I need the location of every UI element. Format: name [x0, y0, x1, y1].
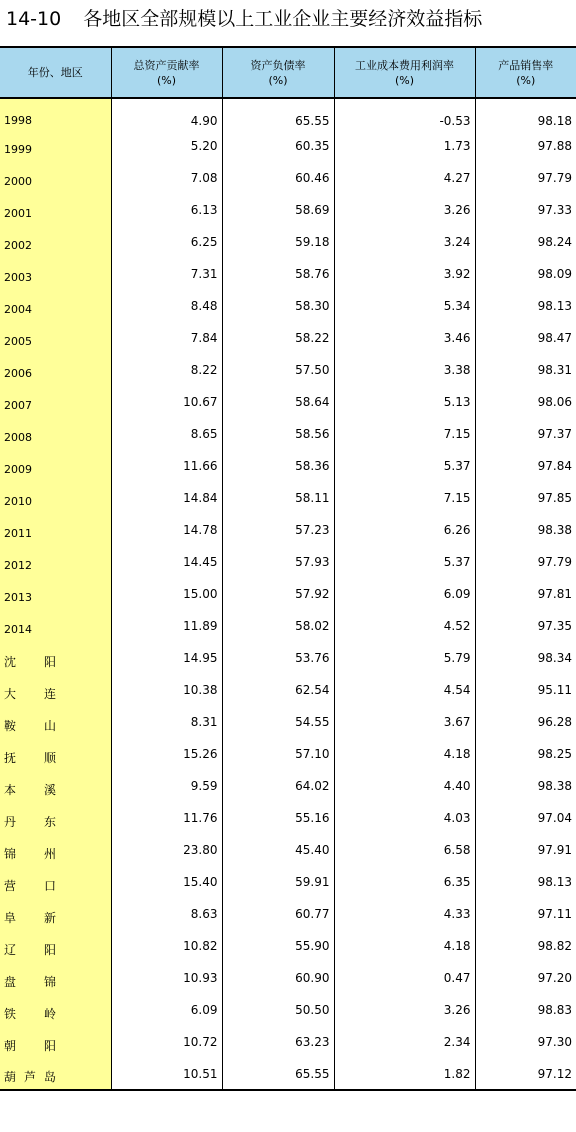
table-row	[0, 162, 576, 194]
debt-ratio-cell: 53.76	[222, 642, 334, 674]
asset-contribution-cell: 15.26	[111, 738, 222, 770]
row-label: 2004	[0, 290, 111, 322]
table-row	[0, 386, 576, 418]
sales-ratio-cell: 97.12	[475, 1058, 576, 1090]
region-char: 阳	[43, 1038, 56, 1053]
cost-profit-ratio-cell: 5.79	[334, 642, 475, 674]
debt-ratio-cell: 57.23	[222, 514, 334, 546]
region-name	[4, 845, 56, 862]
region-name	[4, 973, 56, 990]
row-label: 2002	[0, 226, 111, 258]
cost-profit-ratio-cell: 6.58	[334, 834, 475, 866]
region-char: 芦	[23, 1070, 36, 1084]
row-label: 2013	[0, 578, 111, 610]
region-name	[4, 877, 56, 894]
table-number: 14-10	[6, 8, 62, 30]
debt-ratio-cell: 55.90	[222, 930, 334, 962]
sales-ratio-cell: 98.24	[475, 226, 576, 258]
table-row	[0, 98, 576, 130]
region-char: 山	[43, 718, 56, 733]
sales-ratio-cell: 98.25	[475, 738, 576, 770]
sales-ratio-cell: 96.28	[475, 706, 576, 738]
sales-ratio-cell: 98.31	[475, 354, 576, 386]
cost-profit-ratio-cell: 2.34	[334, 1026, 475, 1058]
sales-ratio-cell: 97.11	[475, 898, 576, 930]
cost-profit-ratio-cell: 3.92	[334, 258, 475, 290]
cost-profit-ratio-cell: 4.27	[334, 162, 475, 194]
asset-contribution-cell: 6.25	[111, 226, 222, 258]
sales-ratio-cell: 98.83	[475, 994, 576, 1026]
table-row	[0, 290, 576, 322]
region-char: 大	[4, 686, 17, 701]
sales-ratio-cell: 98.34	[475, 642, 576, 674]
table-row	[0, 770, 576, 802]
region-name	[4, 1005, 56, 1022]
region-name	[4, 909, 56, 926]
region-char: 锦	[43, 974, 56, 989]
header-year-region: 年份、地区	[0, 47, 111, 98]
sales-ratio-cell: 97.81	[475, 578, 576, 610]
region-char: 沈	[4, 654, 17, 669]
sales-ratio-cell: 97.79	[475, 162, 576, 194]
sales-ratio-cell: 97.91	[475, 834, 576, 866]
asset-contribution-cell: 8.63	[111, 898, 222, 930]
table-row	[0, 674, 576, 706]
table-row	[0, 706, 576, 738]
sales-ratio-cell: 98.09	[475, 258, 576, 290]
row-label	[0, 706, 111, 738]
asset-contribution-cell: 11.66	[111, 450, 222, 482]
row-label	[0, 642, 111, 674]
sales-ratio-cell: 95.11	[475, 674, 576, 706]
sales-ratio-cell: 97.88	[475, 130, 576, 162]
region-char: 岭	[43, 1006, 56, 1021]
sales-ratio-cell: 97.37	[475, 418, 576, 450]
cost-profit-ratio-cell: 5.37	[334, 450, 475, 482]
table-row	[0, 578, 576, 610]
debt-ratio-cell: 58.30	[222, 290, 334, 322]
debt-ratio-cell: 65.55	[222, 98, 334, 130]
asset-contribution-cell: 10.51	[111, 1058, 222, 1090]
debt-ratio-cell: 57.10	[222, 738, 334, 770]
region-char: 连	[43, 686, 56, 701]
cost-profit-ratio-cell: 7.15	[334, 482, 475, 514]
region-char: 朝	[4, 1038, 17, 1053]
region-char: 阳	[43, 654, 56, 669]
debt-ratio-cell: 45.40	[222, 834, 334, 866]
header-sales-ratio: 产品销售率 (%)	[475, 47, 576, 98]
region-char: 阜	[4, 910, 17, 925]
table-row	[0, 322, 576, 354]
row-label: 2012	[0, 546, 111, 578]
table-row	[0, 610, 576, 642]
debt-ratio-cell: 59.91	[222, 866, 334, 898]
table-row	[0, 834, 576, 866]
cost-profit-ratio-cell: 6.35	[334, 866, 475, 898]
cost-profit-ratio-cell: 4.54	[334, 674, 475, 706]
cost-profit-ratio-cell: 3.67	[334, 706, 475, 738]
region-name	[4, 1037, 56, 1054]
asset-contribution-cell: 8.31	[111, 706, 222, 738]
debt-ratio-cell: 57.50	[222, 354, 334, 386]
asset-contribution-cell: 14.84	[111, 482, 222, 514]
cost-profit-ratio-cell: 3.24	[334, 226, 475, 258]
row-label: 2009	[0, 450, 111, 482]
asset-contribution-cell: 10.38	[111, 674, 222, 706]
debt-ratio-cell: 58.02	[222, 610, 334, 642]
table-row	[0, 994, 576, 1026]
debt-ratio-cell: 58.22	[222, 322, 334, 354]
region-char: 锦	[4, 846, 17, 861]
table-row	[0, 450, 576, 482]
debt-ratio-cell: 64.02	[222, 770, 334, 802]
row-label	[0, 898, 111, 930]
row-label	[0, 1026, 111, 1058]
asset-contribution-cell: 11.76	[111, 802, 222, 834]
debt-ratio-cell: 60.35	[222, 130, 334, 162]
asset-contribution-cell: 14.95	[111, 642, 222, 674]
row-label	[0, 834, 111, 866]
region-name	[4, 653, 56, 670]
region-char: 盘	[4, 974, 17, 989]
debt-ratio-cell: 50.50	[222, 994, 334, 1026]
cost-profit-ratio-cell: 5.13	[334, 386, 475, 418]
region-char: 阳	[43, 942, 56, 957]
table-row	[0, 962, 576, 994]
cost-profit-ratio-cell: 6.09	[334, 578, 475, 610]
asset-contribution-cell: 7.31	[111, 258, 222, 290]
row-label: 2001	[0, 194, 111, 226]
row-label	[0, 962, 111, 994]
region-char: 本	[4, 782, 17, 797]
table-row	[0, 898, 576, 930]
header-debt-ratio: 资产负债率 (%)	[222, 47, 334, 98]
economic-indicators-table	[0, 46, 576, 1091]
sales-ratio-cell: 98.38	[475, 770, 576, 802]
table-row	[0, 546, 576, 578]
page-title	[6, 4, 482, 34]
asset-contribution-cell: 10.67	[111, 386, 222, 418]
row-label: 2006	[0, 354, 111, 386]
region-name	[4, 1068, 56, 1085]
debt-ratio-cell: 58.64	[222, 386, 334, 418]
row-label: 2011	[0, 514, 111, 546]
cost-profit-ratio-cell: 5.34	[334, 290, 475, 322]
table-title: 各地区全部规模以上工业企业主要经济效益指标	[83, 8, 483, 30]
debt-ratio-cell: 60.90	[222, 962, 334, 994]
table-row	[0, 1058, 576, 1090]
debt-ratio-cell: 60.77	[222, 898, 334, 930]
asset-contribution-cell: 6.09	[111, 994, 222, 1026]
asset-contribution-cell: 14.45	[111, 546, 222, 578]
table-row	[0, 226, 576, 258]
row-label: 2003	[0, 258, 111, 290]
sales-ratio-cell: 97.79	[475, 546, 576, 578]
debt-ratio-cell: 58.56	[222, 418, 334, 450]
header-row	[0, 47, 576, 98]
sales-ratio-cell: 97.84	[475, 450, 576, 482]
table-row	[0, 514, 576, 546]
region-char: 口	[43, 878, 56, 893]
asset-contribution-cell: 15.00	[111, 578, 222, 610]
asset-contribution-cell: 10.72	[111, 1026, 222, 1058]
debt-ratio-cell: 57.92	[222, 578, 334, 610]
region-char: 东	[43, 814, 56, 829]
asset-contribution-cell: 14.78	[111, 514, 222, 546]
asset-contribution-cell: 8.48	[111, 290, 222, 322]
asset-contribution-cell: 8.65	[111, 418, 222, 450]
table-row	[0, 1026, 576, 1058]
row-label	[0, 1058, 111, 1090]
region-char: 辽	[4, 942, 17, 957]
region-name	[4, 685, 56, 702]
table-row	[0, 258, 576, 290]
asset-contribution-cell: 7.08	[111, 162, 222, 194]
asset-contribution-cell: 8.22	[111, 354, 222, 386]
debt-ratio-cell: 58.76	[222, 258, 334, 290]
row-label	[0, 866, 111, 898]
debt-ratio-cell: 58.36	[222, 450, 334, 482]
sales-ratio-cell: 98.06	[475, 386, 576, 418]
row-label: 2005	[0, 322, 111, 354]
row-label: 2014	[0, 610, 111, 642]
row-label: 1998	[0, 98, 111, 130]
asset-contribution-cell: 10.82	[111, 930, 222, 962]
sales-ratio-cell: 97.04	[475, 802, 576, 834]
table-row	[0, 354, 576, 386]
cost-profit-ratio-cell: -0.53	[334, 98, 475, 130]
sales-ratio-cell: 98.38	[475, 514, 576, 546]
cost-profit-ratio-cell: 4.52	[334, 610, 475, 642]
debt-ratio-cell: 58.69	[222, 194, 334, 226]
debt-ratio-cell: 60.46	[222, 162, 334, 194]
cost-profit-ratio-cell: 5.37	[334, 546, 475, 578]
table-row	[0, 194, 576, 226]
region-char: 营	[4, 878, 17, 893]
header-asset-contribution: 总资产贡献率 (%)	[111, 47, 222, 98]
region-name	[4, 781, 56, 798]
row-label	[0, 802, 111, 834]
cost-profit-ratio-cell: 4.40	[334, 770, 475, 802]
table-row	[0, 642, 576, 674]
row-label: 2010	[0, 482, 111, 514]
cost-profit-ratio-cell: 4.33	[334, 898, 475, 930]
region-name	[4, 941, 56, 958]
row-label: 2008	[0, 418, 111, 450]
asset-contribution-cell: 5.20	[111, 130, 222, 162]
region-char: 溪	[43, 782, 56, 797]
region-char: 新	[43, 910, 56, 925]
asset-contribution-cell: 11.89	[111, 610, 222, 642]
debt-ratio-cell: 58.11	[222, 482, 334, 514]
table-row	[0, 482, 576, 514]
asset-contribution-cell: 6.13	[111, 194, 222, 226]
cost-profit-ratio-cell: 1.82	[334, 1058, 475, 1090]
row-label: 2000	[0, 162, 111, 194]
table-row	[0, 738, 576, 770]
region-char: 鞍	[4, 718, 17, 733]
asset-contribution-cell: 4.90	[111, 98, 222, 130]
table-row	[0, 418, 576, 450]
region-char: 丹	[4, 814, 17, 829]
table-row	[0, 930, 576, 962]
cost-profit-ratio-cell: 0.47	[334, 962, 475, 994]
cost-profit-ratio-cell: 4.03	[334, 802, 475, 834]
region-char: 铁	[4, 1006, 17, 1021]
row-label: 1999	[0, 130, 111, 162]
row-label	[0, 738, 111, 770]
sales-ratio-cell: 98.82	[475, 930, 576, 962]
header-cost-profit-ratio: 工业成本费用利润率 (%)	[334, 47, 475, 98]
asset-contribution-cell: 10.93	[111, 962, 222, 994]
debt-ratio-cell: 65.55	[222, 1058, 334, 1090]
asset-contribution-cell: 15.40	[111, 866, 222, 898]
cost-profit-ratio-cell: 3.26	[334, 194, 475, 226]
sales-ratio-cell: 97.33	[475, 194, 576, 226]
row-label	[0, 994, 111, 1026]
region-name	[4, 717, 56, 734]
table-row	[0, 802, 576, 834]
asset-contribution-cell: 23.80	[111, 834, 222, 866]
table-row	[0, 866, 576, 898]
sales-ratio-cell: 97.20	[475, 962, 576, 994]
cost-profit-ratio-cell: 7.15	[334, 418, 475, 450]
sales-ratio-cell: 98.13	[475, 290, 576, 322]
table-body	[0, 98, 576, 1090]
cost-profit-ratio-cell: 4.18	[334, 930, 475, 962]
row-label	[0, 930, 111, 962]
sales-ratio-cell: 97.30	[475, 1026, 576, 1058]
row-label	[0, 770, 111, 802]
region-char: 顺	[43, 750, 56, 765]
debt-ratio-cell: 57.93	[222, 546, 334, 578]
asset-contribution-cell: 9.59	[111, 770, 222, 802]
cost-profit-ratio-cell: 3.46	[334, 322, 475, 354]
cost-profit-ratio-cell: 4.18	[334, 738, 475, 770]
sales-ratio-cell: 97.85	[475, 482, 576, 514]
sales-ratio-cell: 98.18	[475, 98, 576, 130]
row-label: 2007	[0, 386, 111, 418]
sales-ratio-cell: 97.35	[475, 610, 576, 642]
debt-ratio-cell: 59.18	[222, 226, 334, 258]
cost-profit-ratio-cell: 3.38	[334, 354, 475, 386]
cost-profit-ratio-cell: 6.26	[334, 514, 475, 546]
region-char: 抚	[4, 750, 17, 765]
debt-ratio-cell: 54.55	[222, 706, 334, 738]
debt-ratio-cell: 63.23	[222, 1026, 334, 1058]
sales-ratio-cell: 98.47	[475, 322, 576, 354]
region-char: 岛	[43, 1070, 56, 1084]
row-label	[0, 674, 111, 706]
table-row	[0, 130, 576, 162]
debt-ratio-cell: 55.16	[222, 802, 334, 834]
region-name	[4, 749, 56, 766]
region-char: 州	[43, 846, 56, 861]
asset-contribution-cell: 7.84	[111, 322, 222, 354]
region-name	[4, 813, 56, 830]
cost-profit-ratio-cell: 3.26	[334, 994, 475, 1026]
sales-ratio-cell: 98.13	[475, 866, 576, 898]
cost-profit-ratio-cell: 1.73	[334, 130, 475, 162]
debt-ratio-cell: 62.54	[222, 674, 334, 706]
region-char: 葫	[4, 1070, 17, 1084]
